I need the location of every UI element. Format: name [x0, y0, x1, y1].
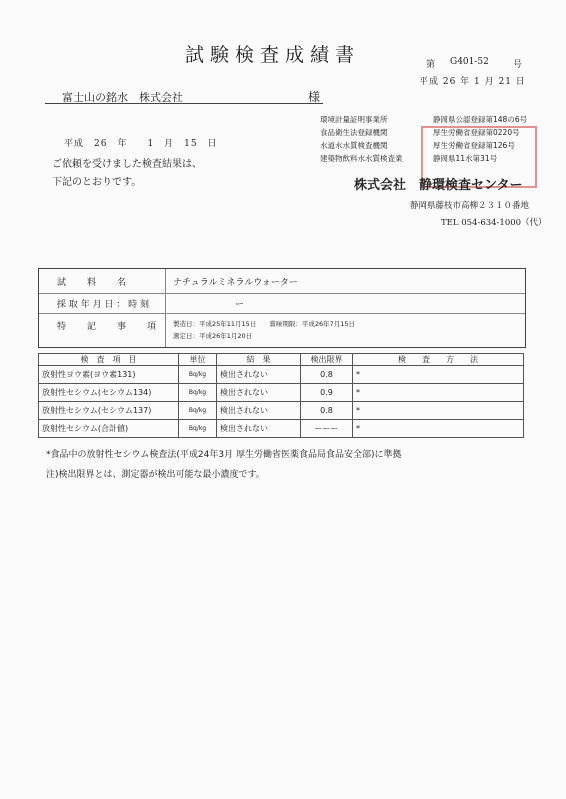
- item-cell: 放射性ヨウ素(ヨウ素131): [39, 366, 179, 384]
- unit-cell: Bq/kg: [179, 402, 217, 420]
- table-row: [39, 366, 524, 384]
- registration-label: 建築物飲料水水質検査業: [320, 154, 403, 163]
- result-cell: 検出されない: [217, 366, 301, 384]
- row-divider: [39, 293, 525, 294]
- unit-cell: Bq/kg: [179, 366, 217, 384]
- limit-cell: 0.9: [301, 384, 353, 402]
- table-row: [39, 420, 524, 438]
- column-divider: [165, 269, 166, 347]
- registration-label: 水道水水質検査機関: [320, 141, 388, 150]
- body-text-line: 下記のとおりです。: [52, 177, 142, 188]
- limit-cell: 0.8: [301, 402, 353, 420]
- limit-cell: 0.8: [301, 366, 353, 384]
- sampling-date-label: 採 取 年 月 日 ： 時 刻: [57, 300, 150, 310]
- sample-info-table: [38, 268, 526, 348]
- doc-number-suffix: 号: [513, 60, 523, 70]
- document-title: 試験検査成績書: [185, 44, 361, 66]
- method-footnote: *食品中の放射性セシウム検査法(平成24年3月 厚生労働省医薬食品局食品安全部)に準拠: [46, 450, 402, 460]
- company-name: 株式会社 静環検査センター: [354, 178, 523, 193]
- table-row: [39, 384, 524, 402]
- registration-value: 厚生労働省登録第0220号: [433, 128, 520, 137]
- doc-number: G401-52: [450, 57, 489, 67]
- registration-value: 静岡県公認登録第148の6号: [433, 115, 528, 124]
- detection-limit-footnote: 注)検出限界とは、測定器が検出可能な最小濃度です。: [46, 470, 265, 480]
- received-date: 平成 26 年 1 月 15 日: [64, 139, 218, 149]
- issue-date: 平成 26 年 1 月 21 日: [419, 77, 526, 87]
- body-text-line: ご依頼を受けました検査結果は、: [52, 159, 202, 170]
- client-underline: [45, 103, 323, 104]
- header-detection-limit: 検出限界: [301, 354, 353, 366]
- row-divider: [39, 313, 525, 314]
- table-header-row: [39, 354, 524, 366]
- header-result: 結 果: [217, 354, 301, 366]
- sampling-date-value: ー: [235, 300, 245, 310]
- header-unit: 単位: [179, 354, 217, 366]
- remarks-line: 測定日：平成26年1月20日: [173, 332, 253, 340]
- remarks-line: 製造日：平成25年11月15日 賞味期限：平成26年7月15日: [173, 320, 355, 328]
- result-cell: 検出されない: [217, 420, 301, 438]
- limit-cell: ーーー: [301, 420, 353, 438]
- item-cell: 放射性セシウム(セシウム137): [39, 402, 179, 420]
- header-item: 検 査 項 目: [39, 354, 179, 366]
- registration-value: 静岡県11水第31号: [433, 154, 498, 163]
- result-cell: 検出されない: [217, 384, 301, 402]
- doc-number-prefix: 第: [426, 60, 436, 70]
- results-table: [38, 353, 524, 438]
- item-cell: 放射性セシウム(セシウム134): [39, 384, 179, 402]
- sample-name-value: ナチュラルミネラルウォーター: [173, 278, 298, 288]
- client-name: 富士山の銘水 株式会社: [62, 91, 183, 104]
- registration-value: 厚生労働省登録第126号: [433, 141, 515, 150]
- unit-cell: Bq/kg: [179, 420, 217, 438]
- table-row: [39, 402, 524, 420]
- company-address: 静岡県藤枝市高柳２３１０番地: [410, 201, 530, 211]
- method-cell: *: [353, 366, 524, 384]
- registration-label: 環境計量証明事業所: [320, 115, 388, 124]
- remarks-label: 特 記 事 項: [57, 322, 158, 332]
- method-cell: *: [353, 384, 524, 402]
- header-method: 検 査 方 法: [353, 354, 524, 366]
- result-cell: 検出されない: [217, 402, 301, 420]
- item-cell: 放射性セシウム(合計値): [39, 420, 179, 438]
- client-honorific: 様: [308, 90, 321, 104]
- sample-name-label: 試 料 名: [57, 278, 128, 288]
- unit-cell: Bq/kg: [179, 384, 217, 402]
- company-phone: TEL 054-634-1000（代）: [441, 218, 547, 228]
- method-cell: *: [353, 420, 524, 438]
- registration-label: 食品衛生法登録機関: [320, 128, 388, 137]
- method-cell: *: [353, 402, 524, 420]
